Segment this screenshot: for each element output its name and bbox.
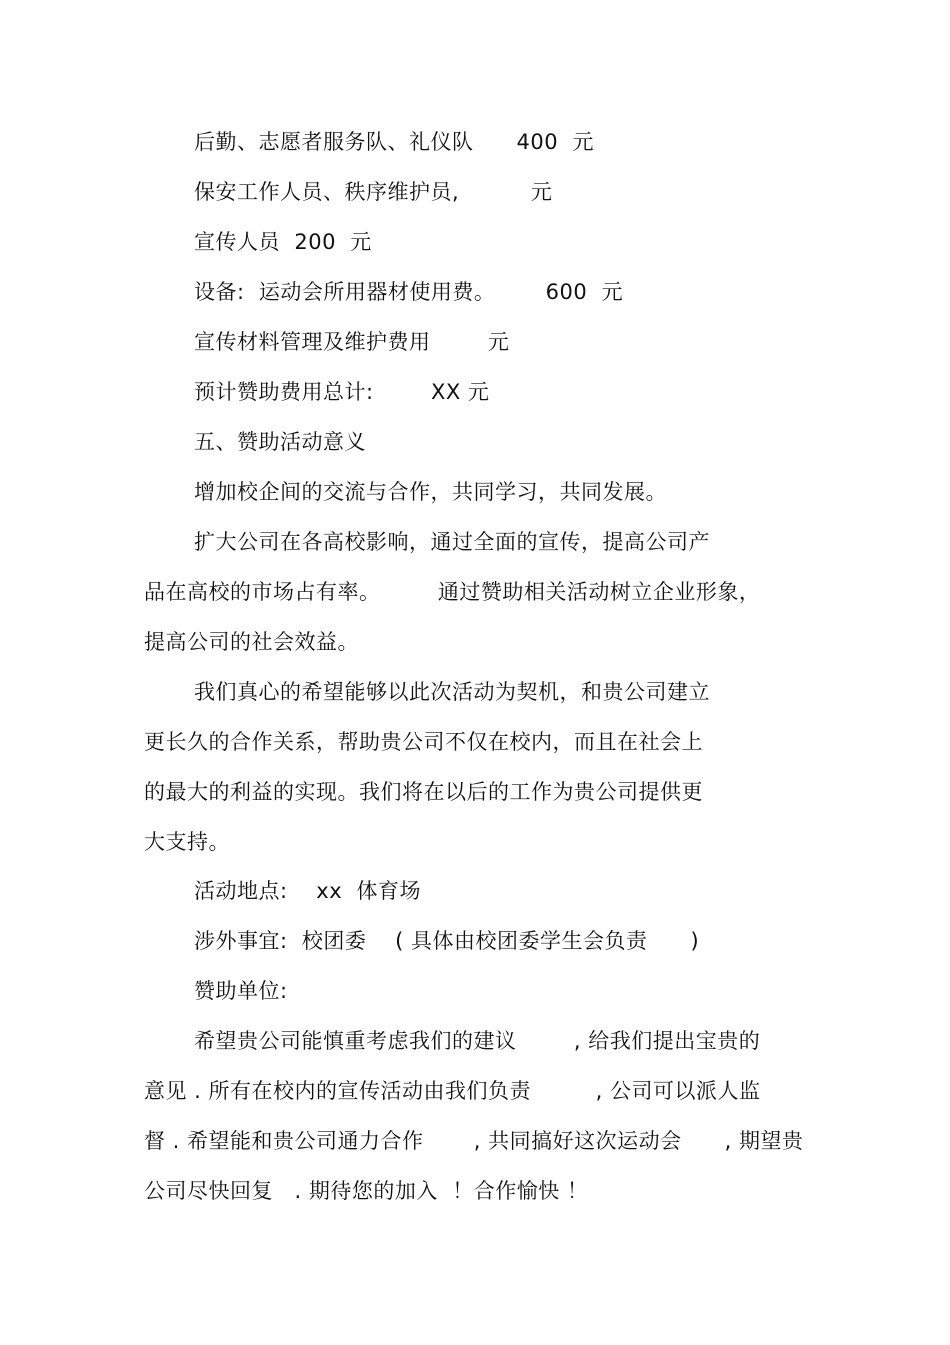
paragraph-line: 增加校企间的交流与合作，共同学习，共同发展。 [194,480,667,504]
sponsor-unit: 赞助单位: [194,979,288,1003]
paragraph-line: 扩大公司在各高校影响，通过全面的宣传，提高公司产 [194,530,710,554]
paragraph-line: 大支持。 [144,830,230,854]
budget-line-security: 保安工作人员、秩序维护员, 元 [194,180,553,204]
closing-paragraph-line: 督 . 希望能和贵公司通力合作 , 共同搞好这次运动会 , 期望贵 [144,1129,804,1153]
closing-paragraph-line: 意见 . 所有在校内的宣传活动由我们负责 , 公司可以派人监 [144,1079,761,1103]
external-affairs: 涉外事宜: 校团委 ( 具体由校团委学生会负责 ) [194,929,700,953]
budget-line-logistics: 后勤、志愿者服务队、礼仪队 400 元 [194,130,594,154]
budget-line-publicity-staff: 宣传人员 200 元 [194,230,372,254]
paragraph-line: 品在高校的市场占有率。 通过赞助相关活动树立企业形象， [144,580,761,604]
budget-line-materials: 宣传材料管理及维护费用 元 [194,330,510,354]
paragraph-line: 更长久的合作关系，帮助贵公司不仅在校内，而且在社会上 [144,730,703,754]
event-location: 活动地点: xx 体育场 [194,879,421,903]
budget-line-total: 预计赞助费用总计: XX 元 [194,380,490,404]
paragraph-line: 提高公司的社会效益。 [144,630,359,654]
budget-line-equipment: 设备: 运动会所用器材使用费。 600 元 [194,280,624,304]
paragraph-line: 我们真心的希望能够以此次活动为契机，和贵公司建立 [194,680,710,704]
closing-paragraph-line: 公司尽快回复 . 期待您的加入 ！合作愉快 ！ [144,1179,589,1203]
closing-paragraph-line: 希望贵公司能慎重考虑我们的建议 , 给我们提出宝贵的 [194,1029,761,1053]
section-heading-significance: 五、赞助活动意义 [194,430,366,454]
paragraph-line: 的最大的利益的实现。我们将在以后的工作为贵公司提供更 [144,780,703,804]
